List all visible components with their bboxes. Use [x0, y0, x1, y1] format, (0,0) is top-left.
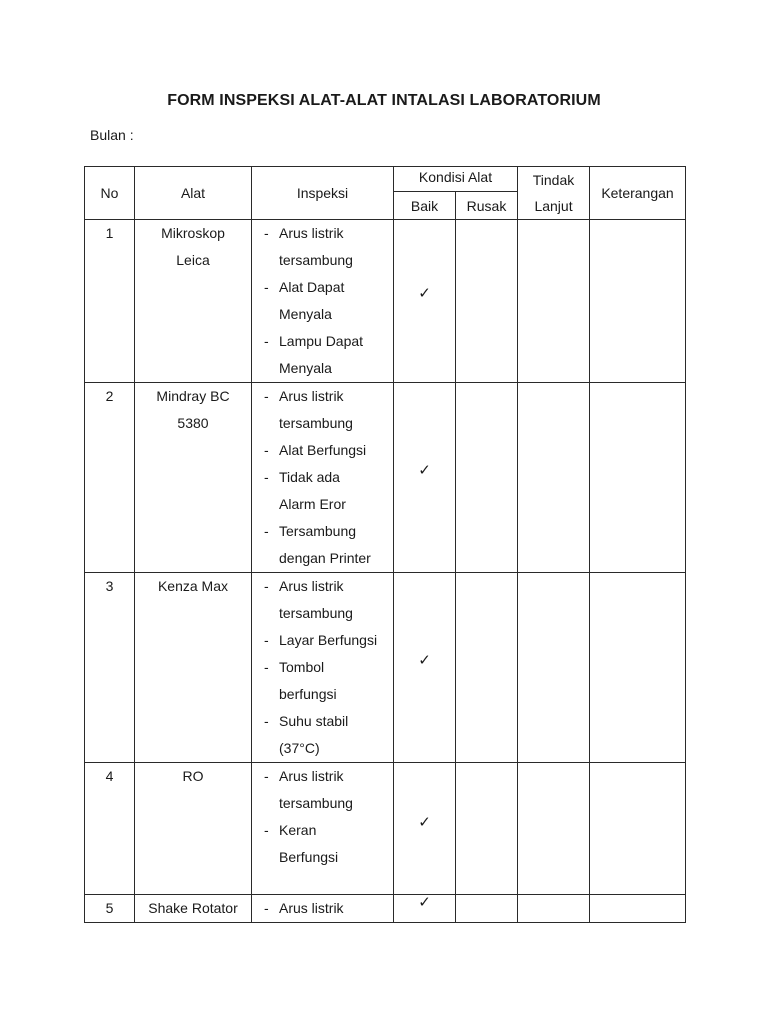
inspeksi-item: - Arus listrik tersambung — [264, 763, 393, 817]
header-keterangan: Keterangan — [590, 167, 686, 220]
baik-checkmark: ✓ — [394, 573, 456, 763]
alat-cell — [135, 895, 252, 923]
inspeksi-item: - Arus listrik tersambung — [264, 383, 393, 437]
keterangan-cell — [590, 895, 686, 923]
rusak-cell — [456, 383, 518, 573]
keterangan-cell — [590, 220, 686, 383]
table-row — [85, 220, 686, 383]
header-rusak: Rusak — [456, 192, 518, 220]
inspeksi-item: - Tersambung dengan Printer — [264, 518, 393, 572]
inspeksi-cell — [252, 383, 394, 573]
keterangan-cell — [590, 763, 686, 895]
row-number: 4 — [85, 763, 135, 895]
inspeksi-item: - Tombol berfungsi — [264, 654, 393, 708]
header-no: No — [85, 167, 135, 220]
keterangan-cell — [590, 383, 686, 573]
rusak-cell — [456, 895, 518, 923]
alat-name-line: Mikroskop — [161, 225, 225, 241]
inspeksi-item: - Lampu Dapat Menyala — [264, 328, 393, 382]
inspeksi-cell — [252, 763, 394, 895]
table-row — [85, 573, 686, 763]
inspeksi-item: - Alat Dapat Menyala — [264, 274, 393, 328]
inspeksi-cell — [252, 573, 394, 763]
alat-name-line: Kenza Max — [157, 578, 229, 594]
alat-name-line: Mindray BC — [156, 388, 230, 404]
inspeksi-item: - Arus listrik — [264, 895, 393, 922]
tindak-lanjut-cell — [518, 220, 590, 383]
header-tindak: Tindak — [532, 172, 575, 188]
table-row — [85, 895, 686, 923]
alat-name-line: Shake Rotator — [148, 900, 238, 916]
header-inspeksi: Inspeksi — [252, 167, 394, 220]
form-title: FORM INSPEKSI ALAT-ALAT INTALASI LABORATORIUM — [167, 92, 601, 109]
inspeksi-item: - Arus listrik tersambung — [264, 220, 393, 274]
baik-checkmark: ✓ — [394, 763, 456, 895]
alat-cell — [135, 220, 252, 383]
header-baik: Baik — [394, 192, 456, 220]
header-lanjut: Lanjut — [534, 198, 573, 214]
header-kondisi-alat: Kondisi Alat — [394, 167, 518, 192]
tindak-lanjut-cell — [518, 573, 590, 763]
inspeksi-item: - Alat Berfungsi — [264, 437, 393, 464]
keterangan-cell — [590, 573, 686, 763]
alat-cell — [135, 763, 252, 895]
baik-checkmark: ✓ — [394, 895, 456, 923]
rusak-cell — [456, 220, 518, 383]
header-row-top — [85, 167, 686, 192]
row-number: 5 — [85, 895, 135, 923]
alat-name-line: RO — [182, 768, 204, 784]
tindak-lanjut-cell — [518, 383, 590, 573]
table-row — [85, 383, 686, 573]
inspeksi-item: - Tidak ada Alarm Eror — [264, 464, 393, 518]
row-number: 2 — [85, 383, 135, 573]
header-alat: Alat — [135, 167, 252, 220]
tindak-lanjut-cell — [518, 895, 590, 923]
rusak-cell — [456, 763, 518, 895]
inspeksi-item: - Arus listrik tersambung — [264, 573, 393, 627]
inspeksi-cell — [252, 895, 394, 923]
inspeksi-item: - Suhu stabil (37°C) — [264, 708, 393, 762]
rusak-cell — [456, 573, 518, 763]
header-tindak-lanjut — [518, 167, 590, 220]
inspection-table — [84, 166, 686, 923]
alat-cell — [135, 383, 252, 573]
row-number: 3 — [85, 573, 135, 763]
table-row — [85, 763, 686, 895]
alat-cell — [135, 573, 252, 763]
alat-name-line: 5380 — [177, 415, 209, 431]
tindak-lanjut-cell — [518, 763, 590, 895]
inspeksi-item: - Keran Berfungsi — [264, 817, 393, 871]
inspeksi-item: - Layar Berfungsi — [264, 627, 393, 654]
inspeksi-cell — [252, 220, 394, 383]
baik-checkmark: ✓ — [394, 220, 456, 383]
bulan-label: Bulan : — [90, 127, 134, 143]
baik-checkmark: ✓ — [394, 383, 456, 573]
row-number: 1 — [85, 220, 135, 383]
alat-name-line: Leica — [176, 252, 210, 268]
